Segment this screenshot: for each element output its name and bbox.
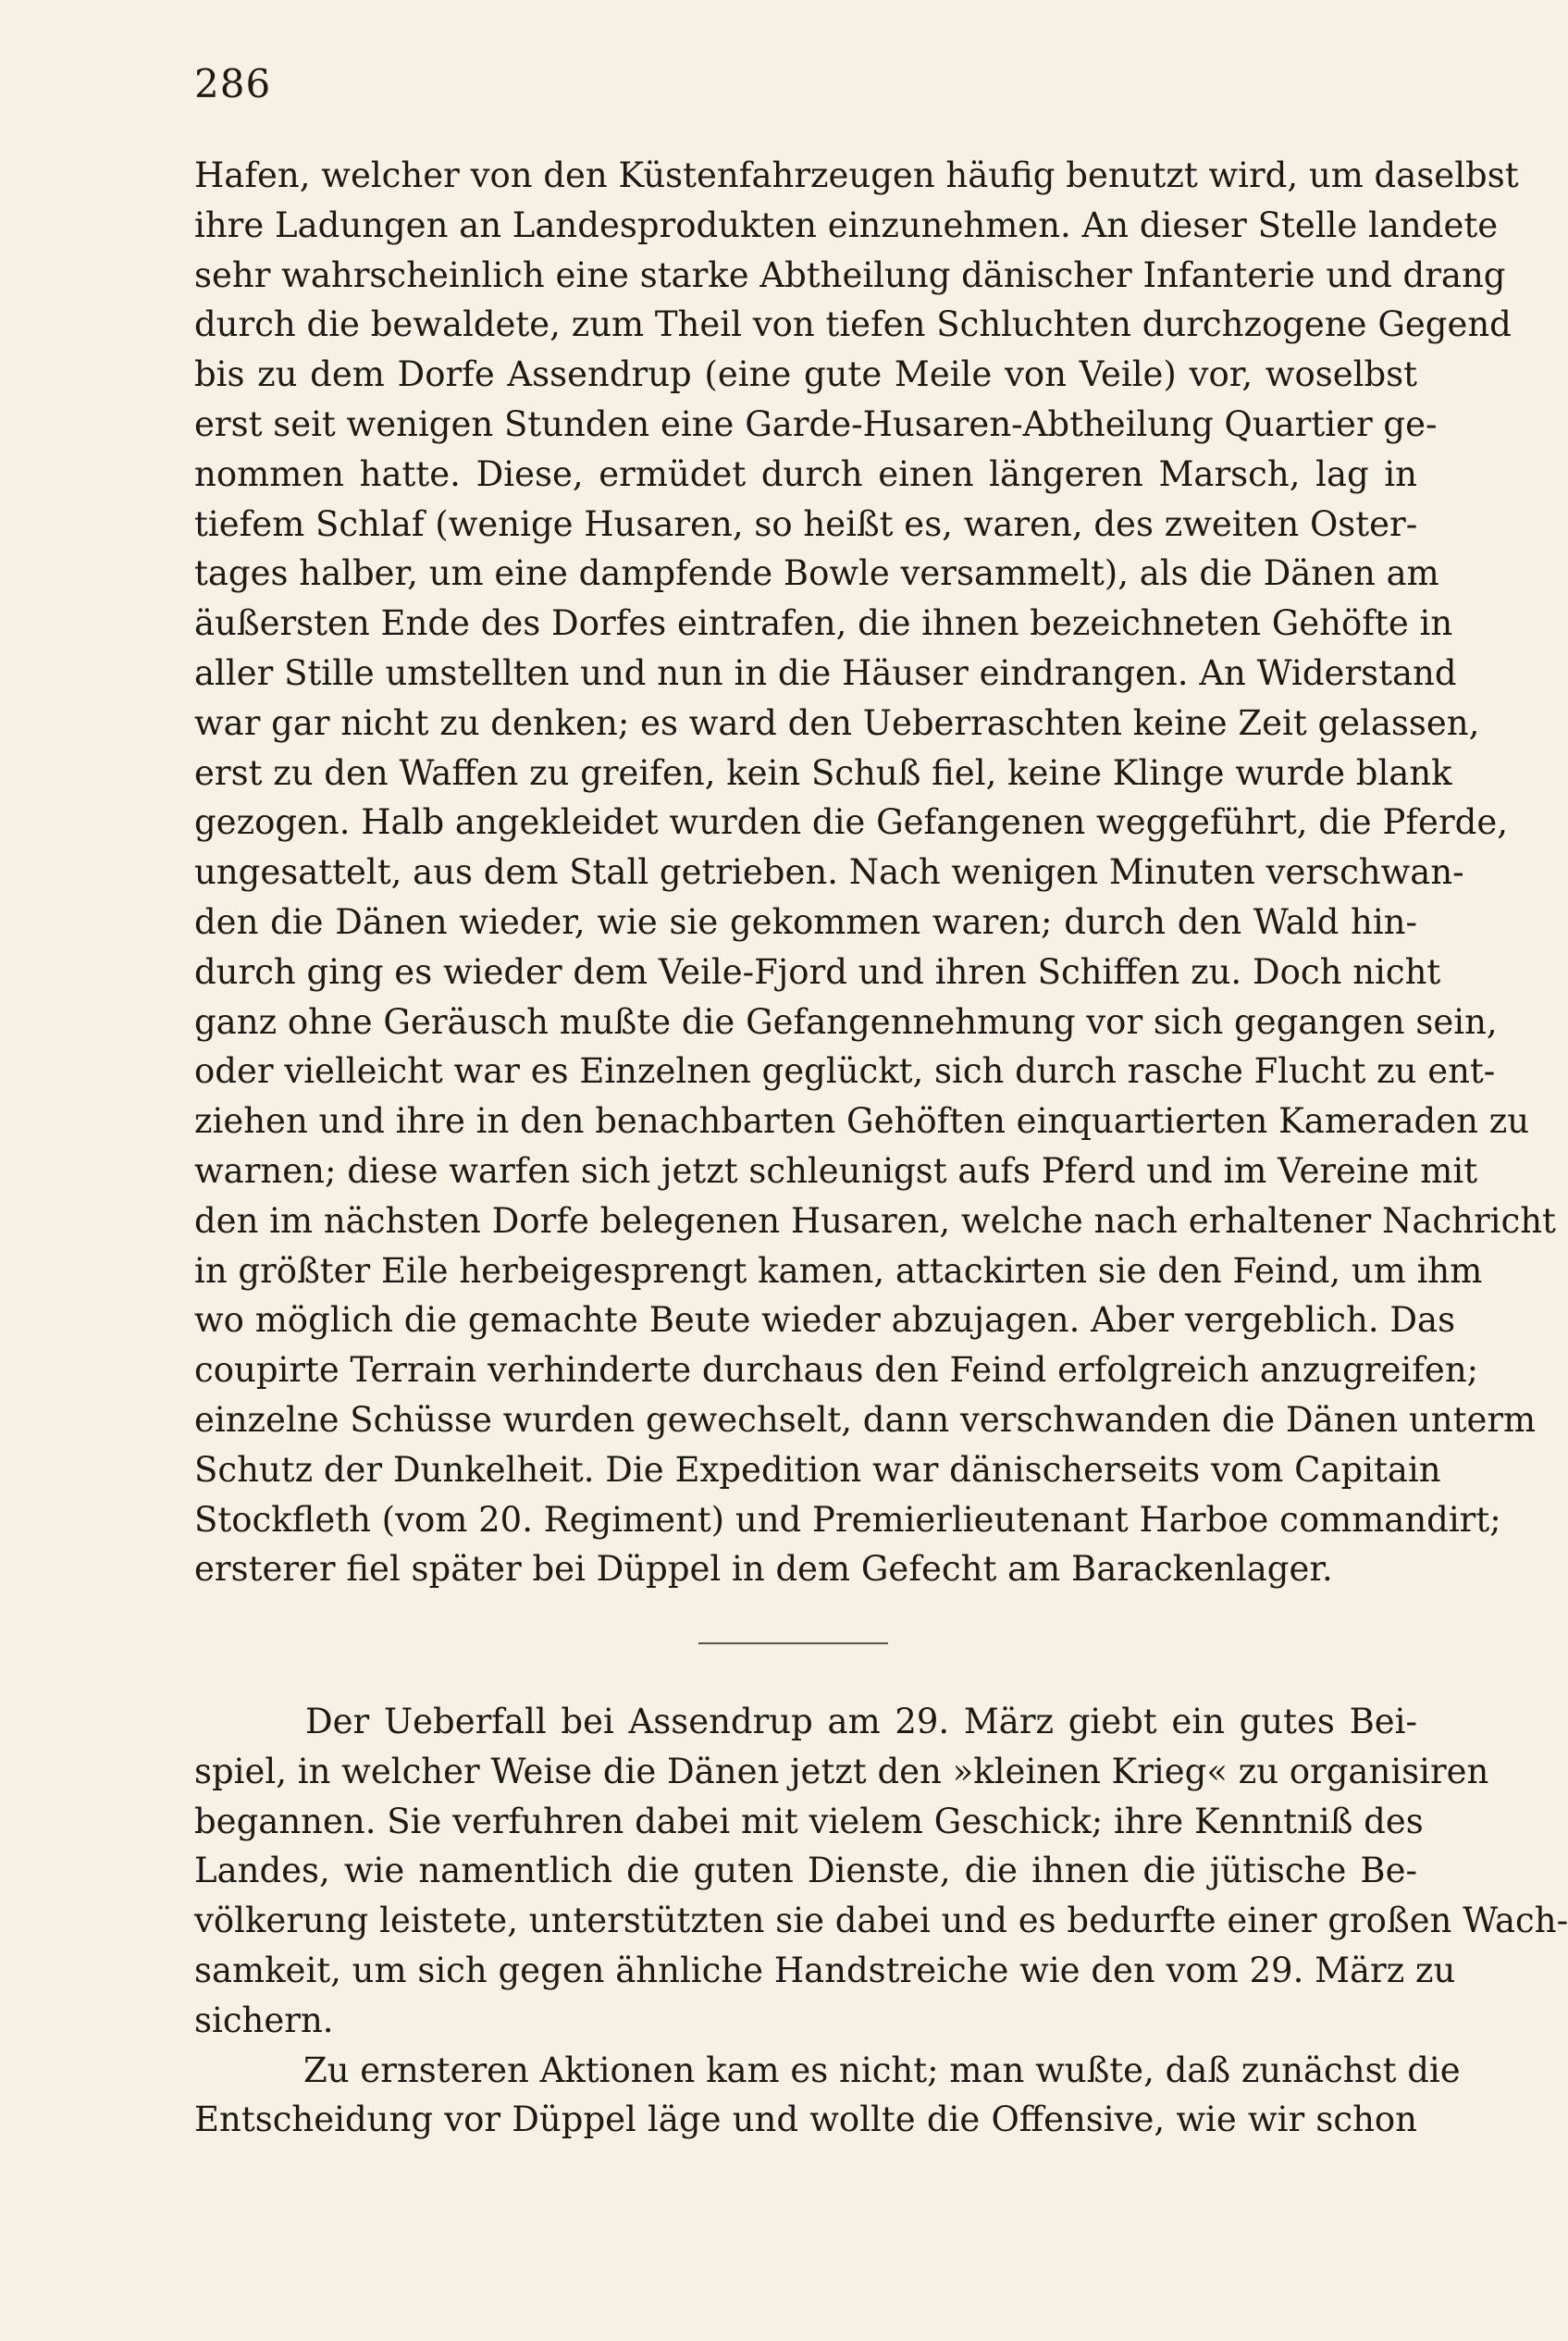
text-line: ihre Ladungen an Landesprodukten einzunehmen. An dieser Stelle landete (194, 204, 1499, 245)
page-number: 286 (194, 61, 272, 106)
text-line: aller Stille umstellten und nun in die Häuser eindrangen. An Widerstand (194, 652, 1457, 693)
text-line: völkerung leistete, unterstützten sie dabei und es bedurfte einer großen Wach- (194, 1901, 1568, 1941)
text-line: erst zu den Waffen zu greifen, kein Schuß fiel, keine Klinge wurde blank (194, 752, 1452, 793)
paragraph-small-war (194, 1697, 1568, 2145)
paragraph-assendrup-raid (194, 151, 1556, 1594)
text-line: coupirte Terrain verhinderte durchaus den Feind erfolgreich anzugreifen; (194, 1350, 1479, 1391)
text-line: den die Dänen wieder, wie sie gekommen waren; durch den Wald hin- (194, 901, 1417, 942)
text-line: begannen. Sie verfuhren dabei mit vielem Geschick; ihre Kenntniß des (194, 1801, 1424, 1841)
text-line: durch ging es wieder dem Veile-Fjord und ihren Schiffen zu. Doch nicht (194, 951, 1441, 992)
text-line: war gar nicht zu denken; es ward den Ueberraschten keine Zeit gelassen, (194, 702, 1480, 743)
text-line: sichern. (194, 2000, 334, 2040)
text-line: ungesattelt, aus dem Stall getrieben. Nach wenigen Minuten verschwan- (194, 852, 1464, 893)
text-line: gezogen. Halb angekleidet wurden die Gefangenen weggeführt, die Pferde, (194, 802, 1508, 843)
text-line: tiefem Schlaf (wenige Husaren, so heißt es, waren, des zweiten Oster- (194, 503, 1418, 544)
text-line: samkeit, um sich gegen ähnliche Handstreiche wie den vom 29. März zu (194, 1950, 1456, 1990)
text-line: Stockfleth (vom 20. Regiment) und Premierlieutenant Harboe commandirt; (194, 1499, 1501, 1540)
text-line: tages halber, um eine dampfende Bowle versammelt), als die Dänen am (194, 553, 1439, 594)
text-line: durch die bewaldete, zum Theil von tiefen Schluchten durchzogene Gegend (194, 304, 1512, 345)
text-line: ersterer fiel später bei Düppel in dem Gefecht am Barackenlager. (194, 1549, 1333, 1590)
text-line: Hafen, welcher von den Küstenfahrzeugen häufig benutzt wird, um daselbst (194, 155, 1519, 195)
text-line: äußersten Ende des Dorfes eintrafen, die ihnen bezeichneten Gehöfte in (194, 603, 1453, 644)
section-divider (698, 1642, 888, 1644)
text-line: den im nächsten Dorfe belegenen Husaren, welche nach erhaltener Nachricht (194, 1200, 1556, 1241)
text-line: nommen hatte. Diese, ermüdet durch einen längeren Marsch, lag in (194, 453, 1417, 494)
text-line: warnen; diese warfen sich jetzt schleunigst aufs Pferd und im Vereine mit (194, 1150, 1478, 1191)
text-line: Schutz der Dunkelheit. Die Expedition war dänischerseits vom Capitain (194, 1449, 1441, 1490)
text-line: Landes, wie namentlich die guten Dienste, die ihnen die jütische Be- (194, 1851, 1417, 1891)
text-line: oder vielleicht war es Einzelnen geglückt, sich durch rasche Flucht zu ent- (194, 1051, 1496, 1092)
text-line: Entscheidung vor Düppel läge und wollte die Offensive, wie wir schon (194, 2099, 1417, 2140)
text-line: erst seit wenigen Stunden eine Garde-Husaren-Abtheilung Quartier ge- (194, 403, 1438, 444)
text-line: spiel, in welcher Weise die Dänen jetzt den »kleinen Krieg« zu organisiren (194, 1751, 1489, 1791)
text-line: bis zu dem Dorfe Assendrup (eine gute Meile von Veile) vor, woselbst (194, 354, 1417, 395)
text-line: sehr wahrscheinlich eine starke Abtheilung dänischer Infanterie und drang (194, 254, 1506, 295)
text-line: Der Ueberfall bei Assendrup am 29. März giebt ein gutes Bei- (305, 1702, 1417, 1741)
text-line: ziehen und ihre in den benachbarten Gehöften einquartierten Kameraden zu (194, 1101, 1530, 1142)
text-line: Zu ernsteren Aktionen kam es nicht; man wußte, daß zunächst die (303, 2050, 1461, 2090)
text-line: ganz ohne Geräusch mußte die Gefangennehmung vor sich gegangen sein, (194, 1001, 1498, 1042)
text-line: einzelne Schüsse wurden gewechselt, dann verschwanden die Dänen unterm (194, 1399, 1537, 1440)
text-line: in größter Eile herbeigesprengt kamen, attackirten sie den Feind, um ihm (194, 1250, 1483, 1291)
text-line: wo möglich die gemachte Beute wieder abzujagen. Aber vergeblich. Das (194, 1300, 1456, 1341)
